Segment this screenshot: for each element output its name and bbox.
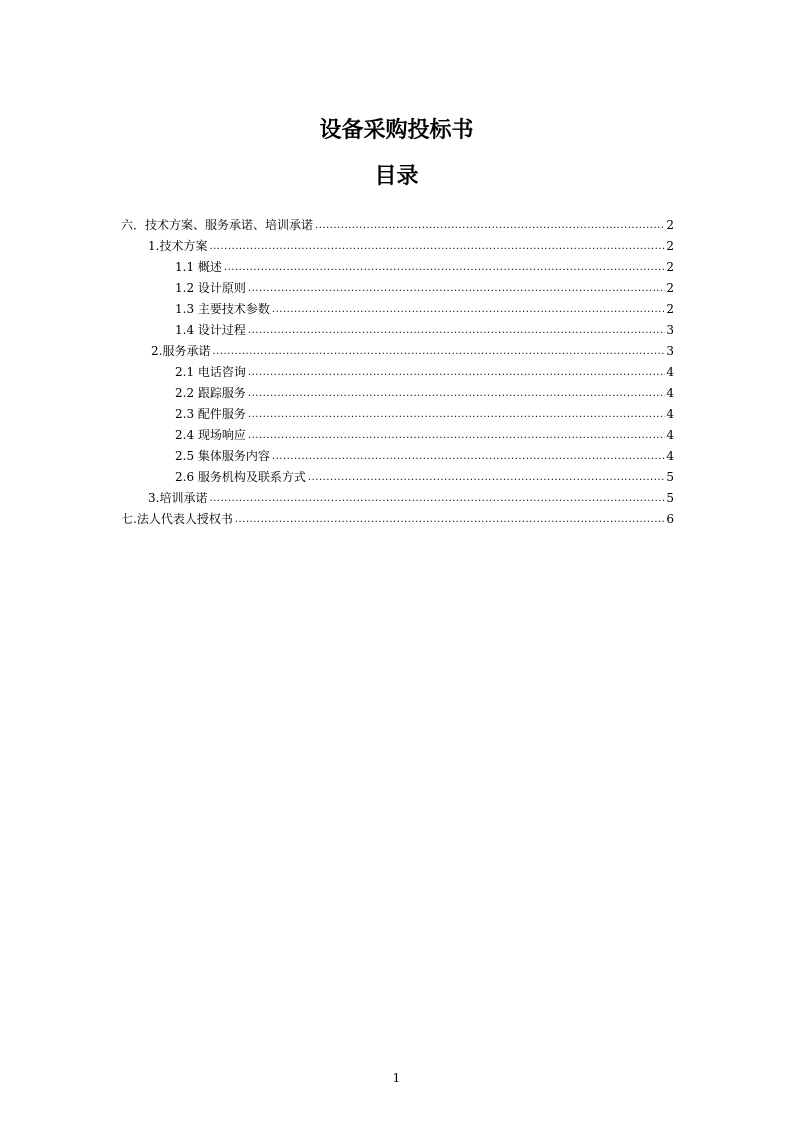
toc-entry-2-2[interactable] (175, 380, 674, 400)
toc-dot-leader (209, 239, 665, 253)
toc-entry-label: 1.技术方案 (148, 239, 208, 253)
toc-entry-1-1[interactable] (175, 254, 674, 274)
toc-entry-2[interactable] (151, 338, 674, 358)
document-title: 设备采购投标书 (319, 117, 474, 143)
toc-entry-2-6[interactable] (175, 464, 674, 484)
toc-entry-page: 4 (666, 407, 674, 421)
toc-entry-label: 2.1 电话咨询 (175, 365, 246, 379)
toc-entry-page: 6 (666, 512, 674, 526)
toc-dot-leader (248, 407, 665, 421)
toc-entry-label: 2.服务承诺 (151, 344, 211, 358)
toc-dot-leader (209, 491, 665, 505)
toc-entry-page: 4 (666, 386, 674, 400)
toc-entry-page: 2 (666, 218, 674, 232)
toc-entry-label: 2.5 集体服务内容 (175, 449, 270, 463)
toc-entry-page: 4 (666, 365, 674, 379)
toc-entry-page: 4 (666, 428, 674, 442)
toc-dot-leader (315, 218, 665, 232)
toc-entry-label: 六．技术方案、服务承诺、培训承诺 (121, 218, 314, 232)
toc-entry-1[interactable] (148, 233, 674, 253)
page-number: 1 (392, 1071, 401, 1085)
toc-entry-2-5[interactable] (175, 443, 674, 463)
toc-entry-label: 1.4 设计过程 (175, 323, 246, 337)
toc-dot-leader (248, 281, 665, 295)
toc-entry-label: 2.6 服务机构及联系方式 (175, 470, 306, 484)
toc-entry-1-2[interactable] (175, 275, 674, 295)
toc-entry-label: 1.1 概述 (175, 260, 222, 274)
toc-entry-page: 3 (666, 344, 674, 358)
toc-dot-leader (248, 365, 665, 379)
toc-entry-2-4[interactable] (175, 422, 674, 442)
toc-entry-page: 2 (666, 260, 674, 274)
toc-entry-label: 3.培训承诺 (148, 491, 208, 505)
toc-entry-label: 1.2 设计原则 (175, 281, 246, 295)
toc-heading: 目录 (374, 163, 419, 189)
toc-entry-page: 2 (666, 302, 674, 316)
toc-entry-page: 2 (666, 281, 674, 295)
toc-entry-page: 2 (666, 239, 674, 253)
toc-dot-leader (248, 428, 665, 442)
toc-entry-label: 2.4 现场响应 (175, 428, 246, 442)
toc-dot-leader (248, 323, 665, 337)
toc-dot-leader (272, 449, 665, 463)
toc-entry-chapter-6[interactable] (121, 212, 674, 232)
toc-dot-leader (272, 302, 665, 316)
toc-dot-leader (235, 512, 666, 526)
toc-entry-chapter-7[interactable] (121, 506, 674, 526)
toc-dot-leader (224, 260, 665, 274)
toc-entry-1-4[interactable] (175, 317, 674, 337)
toc-entry-page: 5 (666, 491, 674, 505)
toc-entry-label: 1.3 主要技术参数 (175, 302, 270, 316)
toc-entry-2-3[interactable] (175, 401, 674, 421)
toc-entry-1-3[interactable] (175, 296, 674, 316)
toc-entry-label: 七.法人代表人授权书 (121, 512, 233, 526)
toc-dot-leader (248, 386, 665, 400)
toc-entry-page: 3 (666, 323, 674, 337)
toc-entry-label: 2.3 配件服务 (175, 407, 246, 421)
toc-entry-page: 5 (666, 470, 674, 484)
toc-entry-3[interactable] (148, 485, 674, 505)
toc-dot-leader (308, 470, 665, 484)
toc-entry-label: 2.2 跟踪服务 (175, 386, 246, 400)
toc-entry-2-1[interactable] (175, 359, 674, 379)
toc-dot-leader (212, 344, 665, 358)
toc-entry-page: 4 (666, 449, 674, 463)
